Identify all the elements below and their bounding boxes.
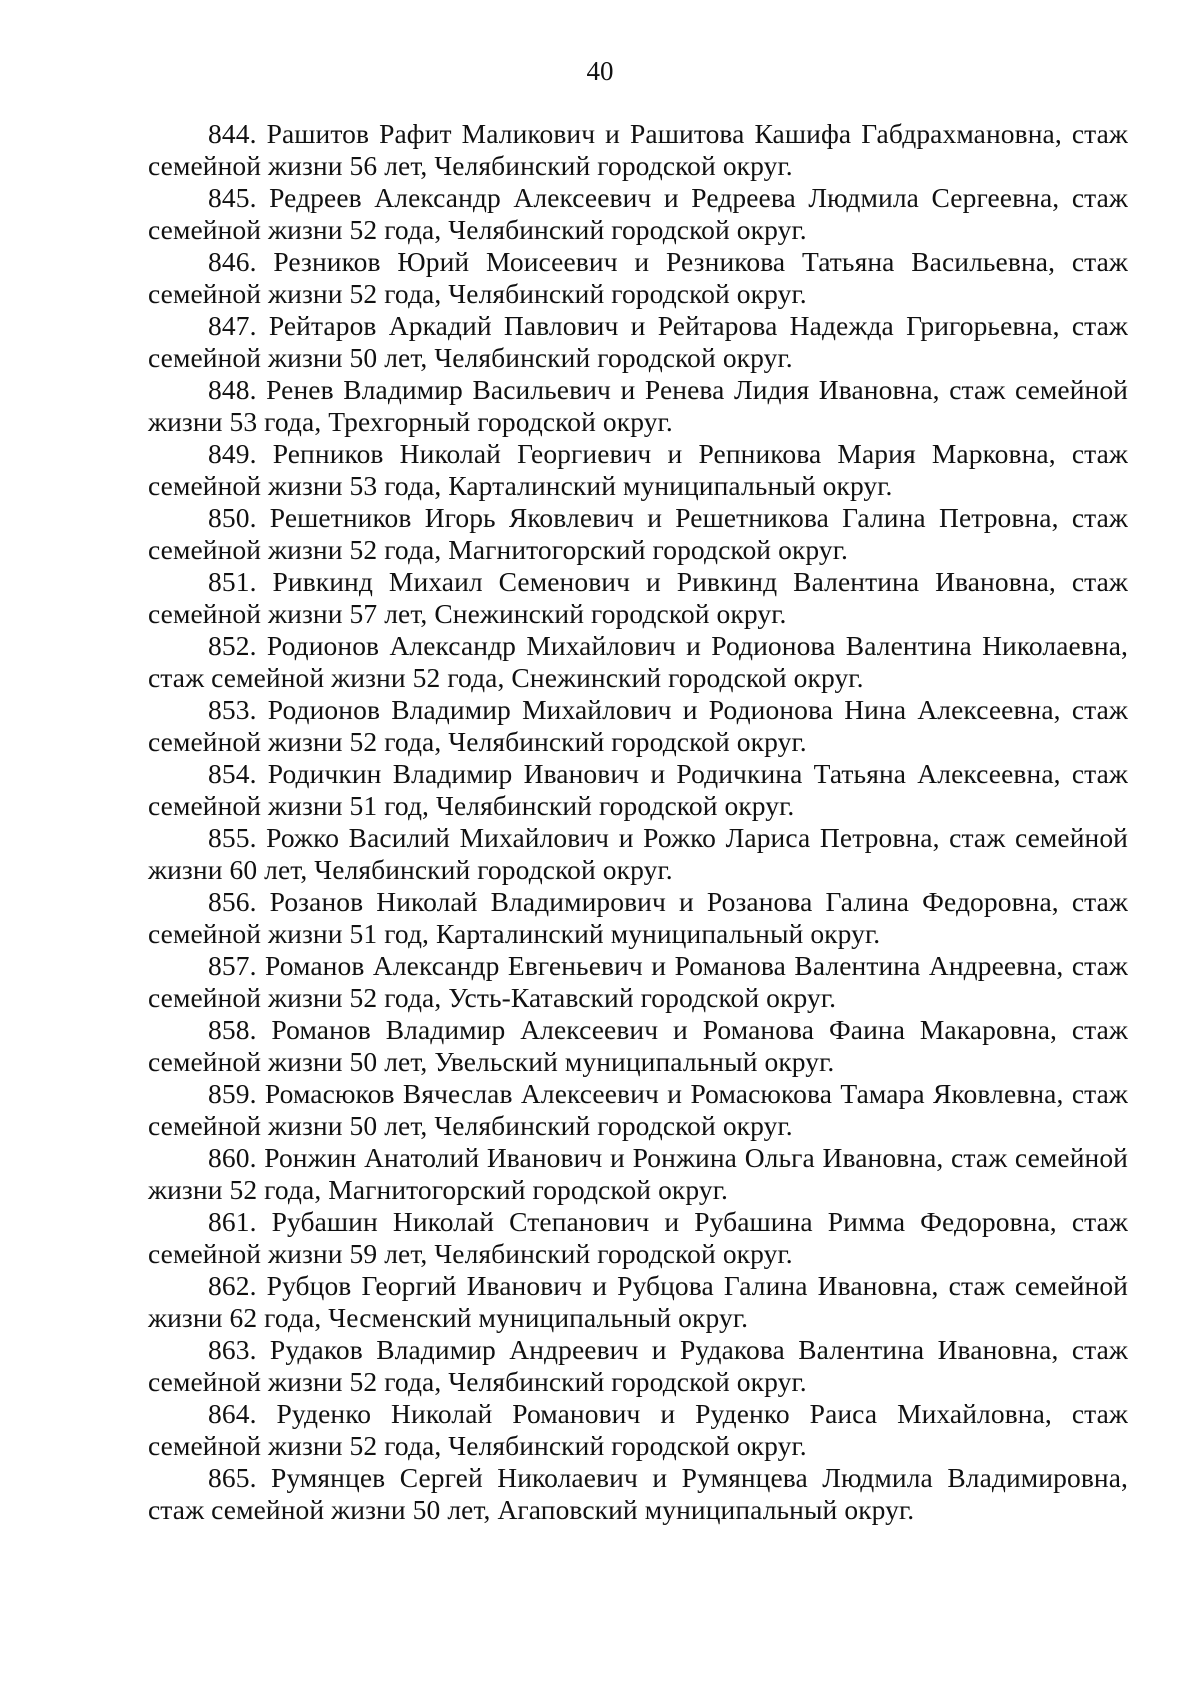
list-item: [148, 1014, 1128, 1078]
entry-text: Рудаков Владимир Андреевич и Рудакова Валентина Ивановна, стаж семейной жизни 52 года, Челябинский городской округ.: [148, 1334, 1128, 1397]
list-item: [148, 822, 1128, 886]
entry-text: Родионов Александр Михайлович и Родионова Валентина Николаевна, стаж семейной жизни 52 года, Снежинский городской округ.: [148, 630, 1129, 693]
list-item: [148, 1462, 1128, 1526]
list-item: [148, 118, 1128, 182]
list-item: [148, 182, 1128, 246]
list-item: [148, 502, 1128, 566]
entry-text: Ривкинд Михаил Семенович и Ривкинд Валентина Ивановна, стаж семейной жизни 57 лет, Снежинский городской округ.: [148, 566, 1129, 629]
entry-number: 855 .: [208, 822, 266, 853]
list-item: [148, 246, 1128, 310]
entry-text: Резников Юрий Моисеевич и Резникова Татьяна Васильевна, стаж семейной жизни 52 года, Челябинский городской округ.: [148, 246, 1128, 309]
entry-number: 860 .: [208, 1142, 264, 1173]
entry-text: Романов Александр Евгеньевич и Романова Валентина Андреевна, стаж семейной жизни 52 года, Усть-Катавский городской округ.: [148, 950, 1129, 1013]
entry-number: 862 .: [208, 1270, 267, 1301]
entry-number: 848 .: [208, 374, 266, 405]
entry-number: 863 .: [208, 1334, 270, 1365]
entry-text: Редреев Александр Алексеевич и Редреева Людмила Сергеевна, стаж семейной жизни 52 года, Челябинский городской округ.: [148, 182, 1129, 245]
entry-number: 851 .: [208, 566, 272, 597]
entry-number: 853 .: [208, 694, 268, 725]
entry-text: Розанов Николай Владимирович и Розанова Галина Федоровна, стаж семейной жизни 51 год, Карталинский муниципальный округ.: [148, 886, 1128, 949]
list-item: [148, 758, 1128, 822]
entry-number: 845 .: [208, 182, 269, 213]
page-number: 40: [586, 56, 614, 86]
list-item: [148, 694, 1128, 758]
list-item: [148, 374, 1128, 438]
list-item: [148, 438, 1128, 502]
list-item: [148, 1206, 1128, 1270]
list-item: [148, 310, 1128, 374]
entry-text: Рейтаров Аркадий Павлович и Рейтарова Надежда Григорьевна, стаж семейной жизни 50 лет, Челябинский городской округ.: [148, 310, 1128, 373]
entry-number: 858 .: [208, 1014, 271, 1045]
list-item: [148, 950, 1128, 1014]
entry-number: 859 .: [208, 1078, 265, 1109]
entry-number: 852 .: [208, 630, 267, 661]
entry-number: 850 .: [208, 502, 270, 533]
entry-number: 854 .: [208, 758, 268, 789]
entry-text: Родичкин Владимир Иванович и Родичкина Татьяна Алексеевна, стаж семейной жизни 51 год, Челябинский городской округ.: [148, 758, 1128, 821]
list-item: [148, 630, 1128, 694]
list-item: [148, 566, 1128, 630]
entry-text: Рубашин Николай Степанович и Рубашина Римма Федоровна, стаж семейной жизни 59 лет, Челябинский городской округ.: [148, 1206, 1128, 1269]
entry-text: Рашитов Рафит Маликович и Рашитова Кашифа Габдрахмановна, стаж семейной жизни 56 лет, Челябинский городской округ.: [148, 118, 1128, 181]
entry-number: 844 .: [208, 118, 267, 149]
entry-text: Ронжин Анатолий Иванович и Ронжина Ольга Ивановна, стаж семейной жизни 52 года, Магнитогорский городской округ.: [148, 1142, 1128, 1205]
entry-number: 847 .: [208, 310, 269, 341]
entry-text: Рожко Василий Михайлович и Рожко Лариса Петровна, стаж семейной жизни 60 лет, Челябинский городской округ.: [148, 822, 1128, 885]
entry-text: Романов Владимир Алексеевич и Романова Фаина Макаровна, стаж семейной жизни 50 лет, Увельский муниципальный округ.: [148, 1014, 1129, 1077]
entry-number: 865 .: [208, 1462, 271, 1493]
entry-number: 849 .: [208, 438, 273, 469]
entry-text: Решетников Игорь Яковлевич и Решетникова Галина Петровна, стаж семейной жизни 52 года, Магнитогорский городской округ.: [148, 502, 1128, 565]
entry-list: [148, 118, 1128, 1526]
entry-text: Репников Николай Георгиевич и Репникова Мария Марковна, стаж семейной жизни 53 года, Карталинский муниципальный округ.: [148, 438, 1129, 501]
list-item: [148, 1270, 1128, 1334]
entry-number: 864 .: [208, 1398, 276, 1429]
list-item: [148, 1142, 1128, 1206]
entry-text: Румянцев Сергей Николаевич и Румянцева Людмила Владимировна, стаж семейной жизни 50 лет, Агаповский муниципальный округ.: [148, 1462, 1129, 1525]
list-item: [148, 1078, 1128, 1142]
entry-text: Родионов Владимир Михайлович и Родионова Нина Алексеевна, стаж семейной жизни 52 года, Челябинский городской округ.: [148, 694, 1128, 757]
entry-text: Рубцов Георгий Иванович и Рубцова Галина Ивановна, стаж семейной жизни 62 года, Чесменский муниципальный округ.: [148, 1270, 1128, 1333]
list-item: [148, 886, 1128, 950]
entry-number: 861 .: [208, 1206, 272, 1237]
list-item: [148, 1398, 1128, 1462]
entry-number: 857 .: [208, 950, 265, 981]
list-item: [148, 1334, 1128, 1398]
entry-text: Руденко Николай Романович и Руденко Раиса Михайловна, стаж семейной жизни 52 года, Челябинский городской округ.: [148, 1398, 1128, 1461]
entry-text: Ромасюков Вячеслав Алексеевич и Ромасюкова Тамара Яковлевна, стаж семейной жизни 50 лет, Челябинский городской округ.: [148, 1078, 1128, 1141]
entry-number: 846 .: [208, 246, 273, 277]
entry-text: Ренев Владимир Васильевич и Ренева Лидия Ивановна, стаж семейной жизни 53 года, Трехгорный городской округ.: [148, 374, 1128, 437]
entry-number: 856 .: [208, 886, 270, 917]
